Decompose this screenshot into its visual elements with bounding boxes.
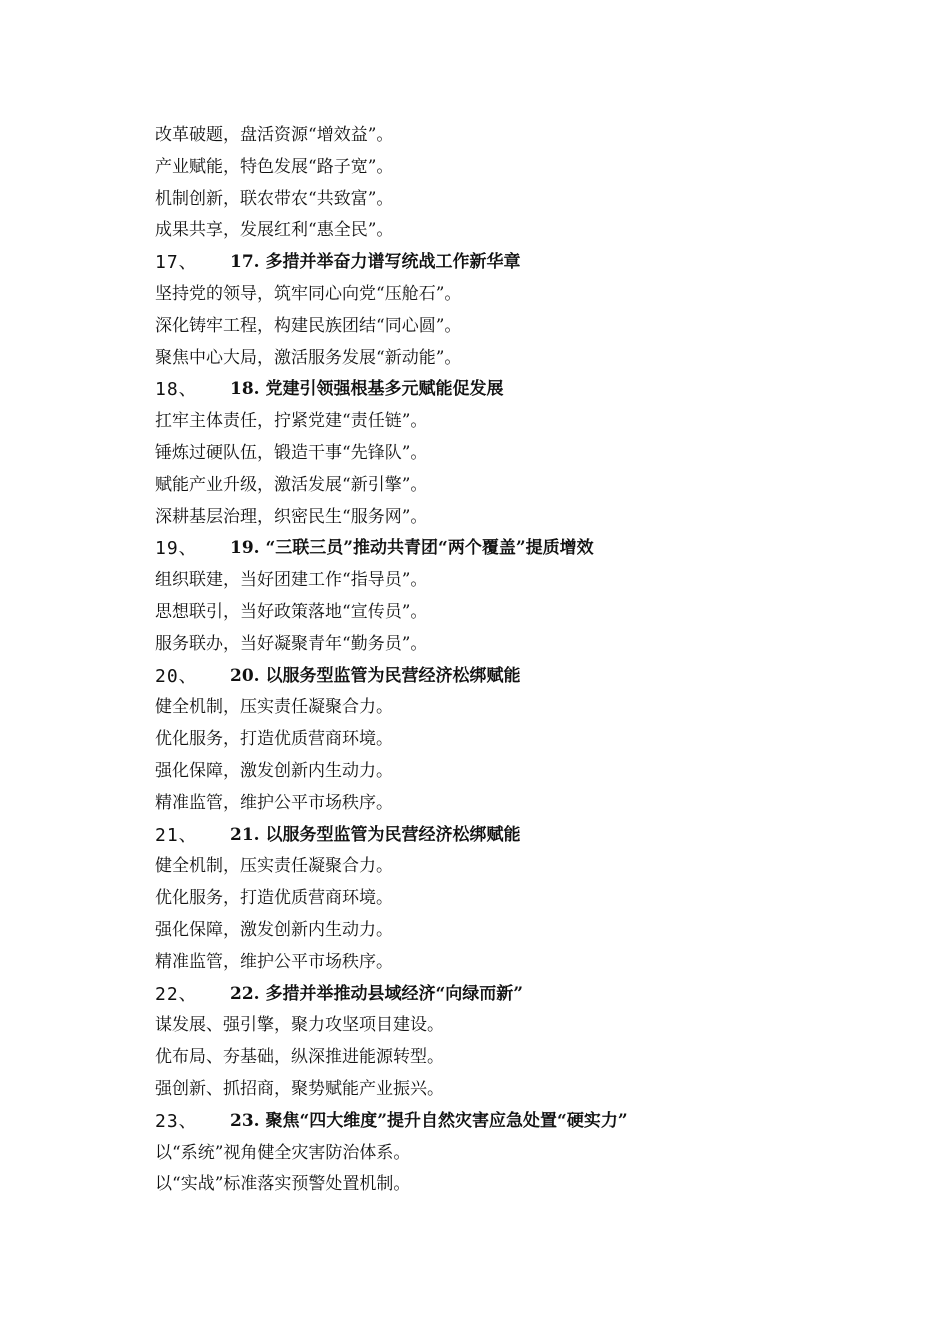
section-line: 思想联引，当好政策落地“宣传员”。 <box>155 601 428 622</box>
section-line: 优布局、夯基础，纵深推进能源转型。 <box>155 1047 444 1068</box>
intro-line: 成果共享，发展红利“惠全民”。 <box>155 220 394 241</box>
section-line: 赋能产业升级，激活发展“新引擎”。 <box>155 474 428 495</box>
section-title: 20. 以服务型监管为民营经济松绑赋能 <box>230 665 521 686</box>
section-line: 强化保障，激发创新内生动力。 <box>155 919 393 940</box>
section-line: 坚持党的领导，筑牢同心向党“压舱石”。 <box>155 283 462 304</box>
section-line: 以“实战”标准落实预警处置机制。 <box>155 1174 411 1195</box>
intro-line: 改革破题，盘活资源“增效益”。 <box>155 125 394 145</box>
section-heading-18 <box>155 374 855 406</box>
section-title: 21. 以服务型监管为民营经济松绑赋能 <box>230 824 521 845</box>
section-heading-22 <box>155 979 855 1011</box>
section-line: 聚焦中心大局，激活服务发展“新动能”。 <box>155 347 462 368</box>
section-line: 以“系统”视角健全灾害防治体系。 <box>155 1142 411 1163</box>
section-heading-21 <box>155 820 855 852</box>
section-line: 扛牢主体责任，拧紧党建“责任链”。 <box>155 411 428 432</box>
section-line: 深化铸牢工程，构建民族团结“同心圆”。 <box>155 315 462 336</box>
section-number: 17、 <box>155 252 198 274</box>
section-line: 优化服务，打造优质营商环境。 <box>155 888 393 909</box>
section-line: 精准监管，维护公平市场秩序。 <box>155 792 393 813</box>
section-number: 19、 <box>155 538 198 560</box>
section-number: 18、 <box>155 379 198 401</box>
document-page <box>155 120 855 1201</box>
section-heading-17 <box>155 247 855 279</box>
intro-line: 机制创新，联农带农“共致富”。 <box>155 188 394 209</box>
section-line: 精准监管，维护公平市场秩序。 <box>155 951 393 972</box>
section-line: 强化保障，激发创新内生动力。 <box>155 760 393 781</box>
section-line: 健全机制，压实责任凝聚合力。 <box>155 856 393 877</box>
section-number: 22、 <box>155 983 198 1005</box>
section-line: 深耕基层治理，织密民生“服务网”。 <box>155 506 428 527</box>
section-title: 23. 聚焦“四大维度”提升自然灾害应急处置“硬实力” <box>230 1110 628 1131</box>
section-number: 23、 <box>155 1110 198 1132</box>
section-title: 17. 多措并举奋力谱写统战工作新华章 <box>230 252 521 273</box>
section-heading-20 <box>155 661 855 693</box>
intro-line: 产业赋能，特色发展“路子宽”。 <box>155 156 394 177</box>
section-line: 健全机制，压实责任凝聚合力。 <box>155 697 393 718</box>
section-heading-23 <box>155 1106 855 1138</box>
section-line: 强创新、抓招商，聚势赋能产业振兴。 <box>155 1078 444 1099</box>
section-line: 组织联建，当好团建工作“指导员”。 <box>155 570 428 591</box>
section-line: 优化服务，打造优质营商环境。 <box>155 729 393 750</box>
section-title: 22. 多措并举推动县域经济“向绿而新” <box>230 983 524 1004</box>
section-line: 锤炼过硬队伍，锻造干事“先锋队”。 <box>155 442 428 463</box>
section-line: 谋发展、强引擎，聚力攻坚项目建设。 <box>155 1015 444 1036</box>
section-number: 20、 <box>155 665 198 687</box>
section-number: 21、 <box>155 824 198 846</box>
section-heading-19 <box>155 533 855 565</box>
section-title: 18. 党建引领强根基多元赋能促发展 <box>230 379 504 400</box>
section-line: 服务联办，当好凝聚青年“勤务员”。 <box>155 633 428 654</box>
section-title: 19. “三联三员”推动共青团“两个覆盖”提质增效 <box>230 538 594 559</box>
